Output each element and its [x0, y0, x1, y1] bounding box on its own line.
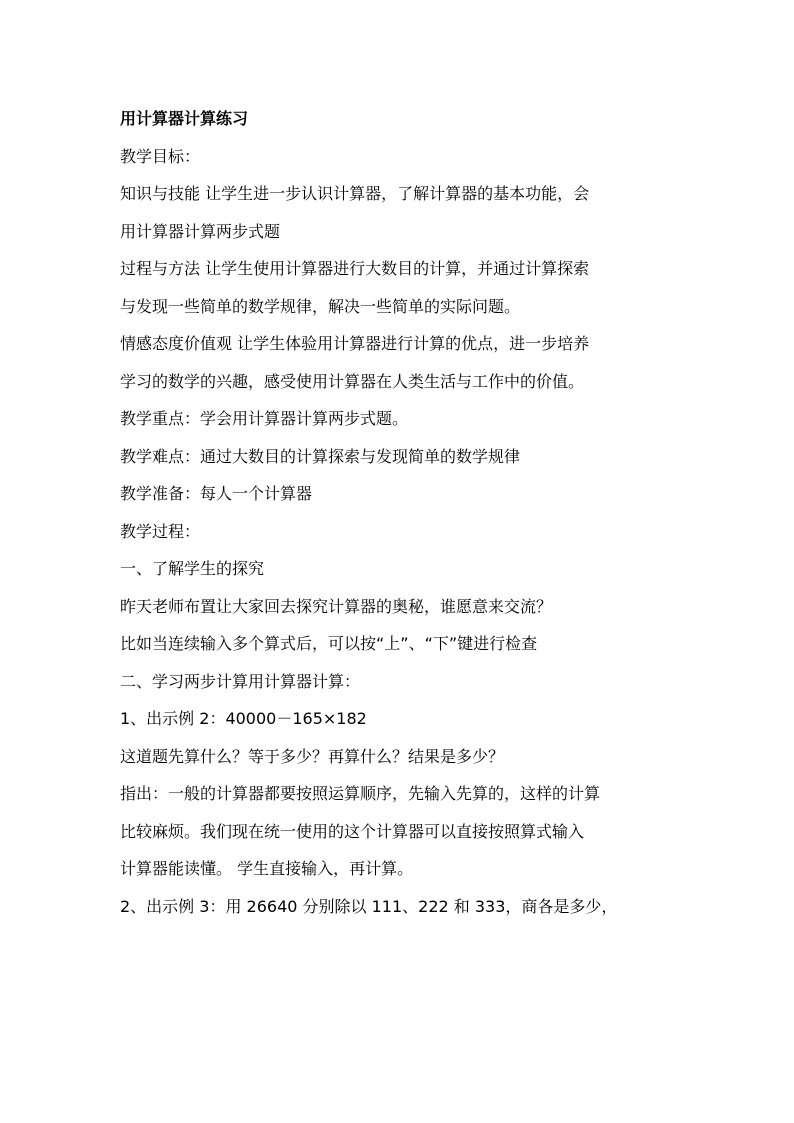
paragraph-line: 用计算器计算两步式题 [120, 221, 281, 241]
paragraph-line: 2、出示例 3：用 26640 分别除以 111、222 和 333，商各是多少， [120, 896, 618, 916]
paragraph-line: 教学过程： [120, 521, 201, 541]
paragraph-line: 比较麻烦。我们现在统一使用的这个计算器可以直接按照算式输入 [120, 821, 585, 841]
paragraph-line: 与发现一些简单的数学规律，解决一些简单的实际问题。 [120, 296, 521, 316]
paragraph-line: 过程与方法 让学生使用计算器进行大数目的计算，并通过计算探索 [120, 259, 590, 278]
paragraph-line: 这道题先算什么？等于多少？再算什么？结果是多少？ [120, 746, 505, 766]
document-body [120, 100, 680, 925]
paragraph-line: 教学准备：每人一个计算器 [120, 484, 313, 503]
paragraph-line: 计算器能读懂。 学生直接输入，再计算。 [120, 859, 414, 878]
paragraph-line: 指出：一般的计算器都要按照运算顺序，先输入先算的，这样的计算 [120, 784, 601, 803]
paragraph-line: 学习的数学的兴趣，感受使用计算器在人类生活与工作中的价值。 [120, 371, 585, 391]
paragraph-line: 知识与技能 让学生进一步认识计算器，了解计算器的基本功能，会 [120, 184, 590, 203]
paragraph-line: 情感态度价值观 让学生体验用计算器进行计算的优点，进一步培养 [120, 334, 590, 353]
paragraph-line: 教学目标： [120, 146, 201, 166]
paragraph-line: 一、了解学生的探究 [120, 559, 265, 578]
document-title: 用计算器计算练习 [120, 109, 249, 128]
paragraph-line: 二、学习两步计算用计算器计算： [120, 671, 361, 691]
paragraph-line: 教学重点：学会用计算器计算两步式题。 [120, 409, 409, 428]
paragraph-line: 昨天老师布置让大家回去探究计算器的奥秘，谁愿意来交流？ [120, 596, 553, 616]
paragraph-line: 教学难点：通过大数目的计算探索与发现简单的数学规律 [120, 446, 521, 466]
paragraph-line: 1、出示例 2：40000－165×182 [120, 709, 367, 728]
paragraph-line: 比如当连续输入多个算式后，可以按“上”、“下”键进行检查 [120, 634, 538, 653]
